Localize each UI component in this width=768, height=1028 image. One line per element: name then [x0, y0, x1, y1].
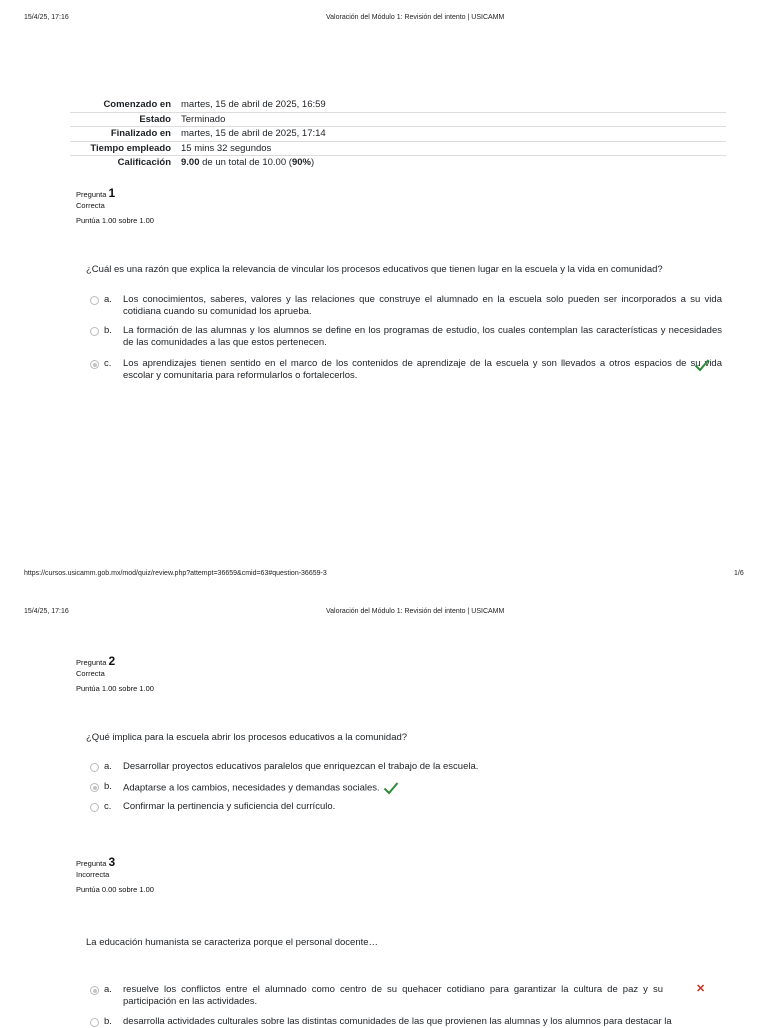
question-text-2: ¿Qué implica para la escuela abrir los procesos educativos a la comunidad? [86, 732, 408, 743]
question-state: Incorrecta [76, 870, 110, 879]
summary-row-state [70, 112, 726, 127]
question-number: 2 [108, 654, 116, 668]
answer-text: Confirmar la pertinencia y suficiencia del currículo. [123, 801, 336, 812]
answer-letter: b. [104, 325, 112, 336]
answer-option-selected[interactable] [90, 781, 722, 795]
answer-text: desarrolla actividades culturales sobre las distintas comunidades de las que provienen las alumnas y los alumnos para destacar la [123, 1016, 672, 1027]
answer-option[interactable] [90, 801, 722, 813]
answer-option[interactable] [90, 325, 722, 348]
print-page-number: 1/6 [734, 570, 744, 577]
summary-value: 15 mins 32 segundos [176, 141, 726, 156]
check-icon [383, 781, 399, 795]
answer-option[interactable] [90, 294, 722, 317]
print-datetime: 15/4/25, 17:16 [24, 14, 69, 21]
answer-text: Desarrollar proyectos educativos paralelos que enriquezcan el trabajo de la escuela. [123, 761, 479, 772]
answer-option[interactable] [90, 1016, 722, 1028]
answer-letter: c. [104, 801, 112, 812]
summary-value: martes, 15 de abril de 2025, 17:14 [176, 127, 726, 142]
question-text-1: ¿Cuál es una razón que explica la relevancia de vincular los procesos educativos que tienen lugar en la escuela y la vida en comunidad? [86, 264, 663, 275]
question-info-2 [76, 654, 154, 699]
summary-label: Tiempo empleado [70, 141, 176, 156]
answer-letter: b. [104, 781, 112, 792]
answer-letter: a. [104, 761, 112, 772]
grade-text: de un total de 10.00 ( [199, 157, 292, 168]
question-state: Correcta [76, 669, 105, 678]
question-text-3: La educación humanista se caracteriza porque el personal docente… [86, 937, 379, 948]
check-icon [694, 358, 710, 372]
print-footer-url: https://cursos.usicamm.gob.mx/mod/quiz/review.php?attempt=36659&cmid=63#question-36659-3 [24, 570, 327, 577]
radio-button[interactable] [90, 327, 99, 336]
radio-button[interactable] [90, 296, 99, 305]
summary-label: Comenzado en [103, 99, 171, 110]
radio-button-selected[interactable] [90, 986, 99, 995]
question-state: Correcta [76, 201, 105, 210]
grade-text-end: ) [310, 157, 315, 168]
radio-button[interactable] [90, 1018, 99, 1027]
answer-letter: a. [104, 984, 112, 995]
radio-button[interactable] [90, 803, 99, 812]
radio-button[interactable] [90, 763, 99, 772]
summary-label: Estado [70, 112, 176, 127]
grade-value [176, 156, 726, 170]
question-prefix: Pregunta [76, 658, 107, 667]
question-number: 3 [108, 855, 116, 869]
answer-option-selected[interactable] [90, 984, 722, 1007]
summary-row-grade [70, 156, 726, 170]
question-score: Puntúa 0.00 sobre 1.00 [76, 885, 154, 894]
answer-text: Los conocimientos, saberes, valores y las relaciones que construye el alumnado en la escuela solo pueden ser incorporados a su vida cotidiana cuando su comunidad los aprueba. [123, 294, 722, 317]
radio-button-selected[interactable] [90, 360, 99, 369]
answer-letter: a. [104, 294, 112, 305]
summary-row-started [70, 98, 726, 112]
answer-letter: c. [104, 358, 112, 369]
print-page-title: Valoración del Módulo 1: Revisión del intento | USICAMM [326, 608, 505, 615]
answer-text: La formación de las alumnas y los alumnos se define en los programas de estudio, los cuales contemplan las características y necesidades de las comunidades a las que estos pertenecen. [123, 325, 722, 348]
grade-score: 9.00 [181, 157, 200, 168]
answer-option-selected[interactable] [90, 358, 722, 381]
question-number: 1 [108, 186, 116, 200]
question-prefix: Pregunta [76, 190, 107, 199]
summary-row-time-taken [70, 141, 726, 156]
attempt-summary-table [70, 98, 726, 170]
answer-letter: b. [104, 1016, 112, 1027]
question-score: Puntúa 1.00 sobre 1.00 [76, 216, 154, 225]
answer-text: Adaptarse a los cambios, necesidades y demandas sociales. [123, 782, 380, 794]
print-page-title: Valoración del Módulo 1: Revisión del intento | USICAMM [326, 14, 505, 21]
radio-button-selected[interactable] [90, 783, 99, 792]
question-score: Puntúa 1.00 sobre 1.00 [76, 684, 154, 693]
summary-value: Terminado [176, 112, 726, 127]
cross-icon: ✕ [696, 983, 706, 995]
answer-text: Los aprendizajes tienen sentido en el marco de los contenidos de aprendizaje de la escuela y son llevados a otros espacios de su vida escolar y comunitaria para reformularlos o fortalecerlos. [123, 358, 722, 381]
answer-option[interactable] [90, 761, 722, 773]
summary-label: Finalizado en [70, 127, 176, 142]
question-info-1 [76, 186, 154, 231]
grade-percent: 90% [291, 157, 311, 168]
print-datetime: 15/4/25, 17:16 [24, 608, 69, 615]
summary-value: martes, 15 de abril de 2025, 16:59 [181, 99, 326, 110]
summary-label: Calificación [70, 156, 176, 170]
question-prefix: Pregunta [76, 859, 107, 868]
answer-text: resuelve los conflictos entre el alumnado como centro de su quehacer cotidiano para garantizar la cultura de paz y su participación en las actividades. [123, 984, 663, 1007]
question-info-3 [76, 855, 154, 900]
summary-row-finished [70, 127, 726, 142]
